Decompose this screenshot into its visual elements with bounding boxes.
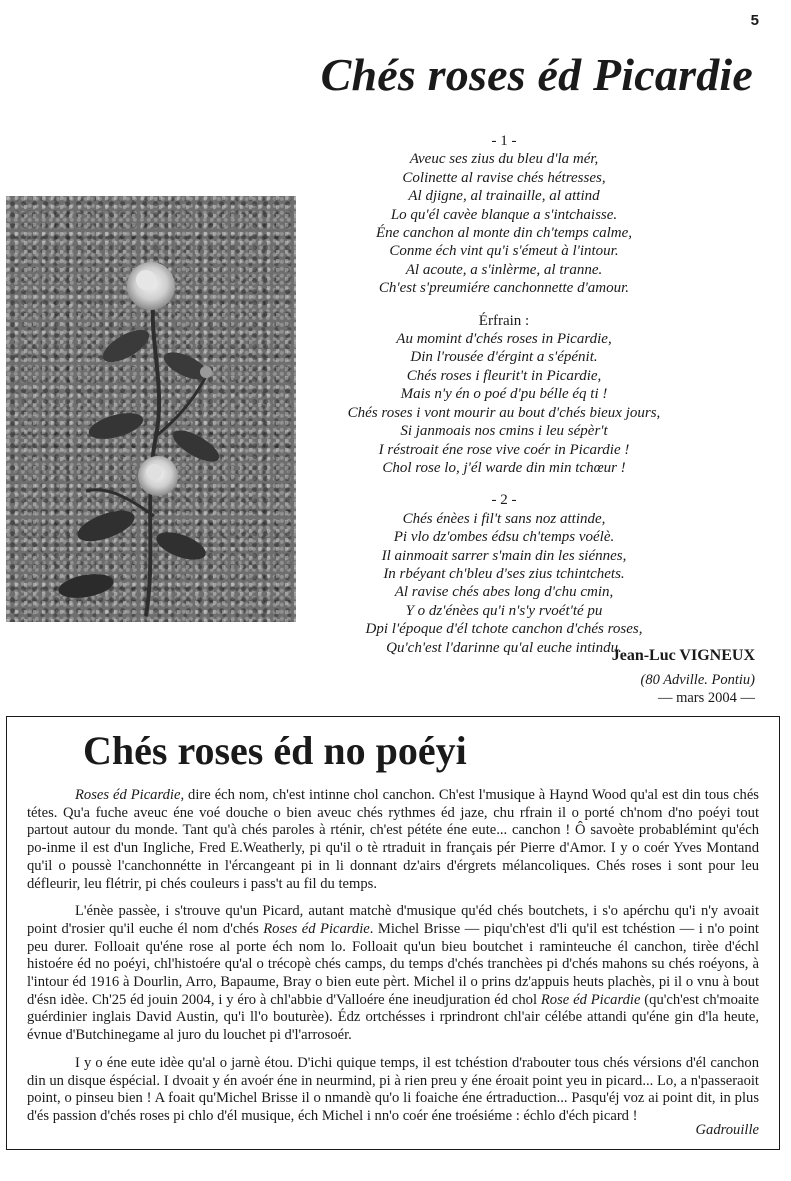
author-name: Jean-Luc VIGNEUX (611, 647, 755, 664)
author-place: (80 Adville. Pontiu) (640, 672, 755, 688)
rose-illustration (6, 196, 296, 622)
page-title: Chés roses éd Picardie (320, 49, 753, 100)
poem-verse-1 (304, 132, 704, 298)
poem-line: Colinette al ravise chés hétresses, (402, 169, 606, 186)
poem-line: Qu'ch'est l'darinne qu'al euche intindu. (386, 639, 622, 656)
page-number: 5 (750, 12, 759, 29)
rose-name: Rose éd Picardie (540, 991, 641, 1008)
poem-line: Din l'rousée d'érgint a s'épénit. (410, 349, 598, 366)
poem-line: Dpi l'époque d'él tchote canchon d'chés roses, (365, 621, 643, 638)
poem-line: Chés roses i fleurit't in Picardie, (406, 367, 602, 384)
verse-marker: - 2 - (491, 492, 517, 509)
paragraph-text: L'énèe passèe, i s'trouve qu'un Picard, autant matchè d'musique qu'éd chés boutchets, i s'o apérchu qu'i n'y avoait point d'rosier qu'il euche él nom d'chés (27, 903, 759, 937)
article-heading: Chés roses éd no poéyi (83, 728, 467, 773)
article-paragraph (27, 787, 759, 893)
article-paragraph (27, 903, 759, 1045)
article-paragraph: I y o éne eute idèe qu'al o jarnè étou. D'ichi quique temps, il est tchéstion d'rabouter tous chés vérsions d'él canchon din un disque éspécial. I dvoait y én avoér éne in neurmind, pi à rien preu y éne éroait point yeu in picard... Lo, a n'passeraoit point, o pinseu bien ! A foait qu'Michel Brisse il o nmandè qu'o li foaiche éne értraduction... Pasqu'éj voz ai point dit, in plus d'és passion d'chés roses pi chlo d'él musique, éch Michel i nn'o coér éne troésiéme : échlo d'éch picard ! (27, 1054, 759, 1124)
poem-verse-2 (304, 491, 704, 657)
poem-line: Il ainmoait sarrer s'main din les siénnes, (381, 547, 627, 564)
poem-refrain (304, 312, 704, 478)
poem-line: I réstroait éne rose vive coér in Picardie ! (378, 441, 630, 458)
poem-line: Mais n'y én o poé d'pu bélle éq ti ! (400, 386, 608, 403)
poem-line: Si janmoais nos cmins i leu sépèr't (400, 423, 608, 440)
poem-line: In rbéyant ch'bleu d'ses zius tchintchets. (383, 565, 625, 582)
song-title: Roses éd Picardie (263, 920, 370, 937)
poem-line: Pi vlo dz'ombes édsu ch'temps voélè. (393, 529, 615, 546)
poem-line: Éne canchon al monte din ch'temps calme, (375, 225, 633, 242)
poem-line: Aveuc ses zius du bleu d'la mér, (409, 151, 599, 168)
poem-line: Chés énèes i fil't sans noz attinde, (402, 510, 606, 527)
poem (304, 132, 704, 671)
poem-date: — mars 2004 — (657, 690, 755, 706)
verse-marker: - 1 - (491, 133, 517, 149)
poem-line: Chés roses i vont mourir au bout d'chés bieux jours, (347, 404, 661, 421)
paragraph-text: , dire éch nom, ch'est intinne chol canchon. Ch'est l'musique à Haynd Wood qu'al est din tous chés tétes. Qu'a fuche aveuc éne voé douche o bien aveuc chés rythmes éd jaze, chu rfrain il o porté ch'nom d'no poéyi tout partout autour du monde. Tant qu'à chés paroles à rténir, ch'est pététe éne eute... canchon ! Ô savoète probablémint qu'éch po-inme il est d'un Ingliche, Fred E.Weatherly, pi qu'il o tè rtraduit in français pér Pierre d'Amor. I y o coér Yves Montand qu'il o poussè l'canchonnétte in l'ércangeant pi in li donnant dz'airs d'érgrets mélancoliques. Chés roses i sont pour leu défleurir, leu flétrir, pi chés couleurs i pass't au fil du temps. (27, 787, 759, 892)
poem-line: Al djigne, al trainaille, al attind (408, 188, 600, 205)
poem-line: Lo qu'él cavèe blanque a s'intchaisse. (390, 206, 618, 223)
poem-line: Chol rose lo, j'él warde din min tchœur ! (382, 459, 626, 476)
poem-line: Au momint d'chés roses in Picardie, (396, 331, 612, 348)
song-title: Roses éd Picardie (75, 787, 181, 803)
poem-line: Y o dz'énèes qu'i n's'y rvoét'té pu (405, 602, 603, 619)
poem-signature (612, 647, 755, 707)
poem-line: Al ravise chés abes long d'chu cmin, (394, 584, 614, 601)
refrain-marker: Érfrain : (478, 312, 530, 329)
poem-line: Ch'est s'preumiére canchonnette d'amour. (378, 280, 630, 297)
poem-line: Al acoute, a s'inlèrme, al tranne. (405, 261, 603, 278)
poem-line: Conme éch vint qu'i s'émeut à l'intour. (389, 243, 619, 260)
paragraph-text: . Michel Brisse — piqu'ch'est d'li qu'il est tchéstion — i n'o point peu durer. Folloait qu'éne rose al porte éch nom lo. Folloait qu'un bieu boutchet i raminteuche él canchon, tirèe d'échl histoére éd no poéyi, chl'histoére qu'al o trécopè chés camps, du temps d'chés tranchèes pi d'chés mahons su chés roéyons, à l'intour éd 1916 à Dourlin, Arro, Bapaume, Bray o bien eute pèrt. Michel il o prins dz'appuis heuts plachès, pi il o vnu à bout d'ésn idèe. Ch'25 éd jouin 2004, i y éro à chl'abbie d'Valloére éne ineudjuration éd chol (27, 920, 759, 1008)
paragraph-text: (qu'ch'est ch'moaite guérdinier inglais David Austin, qu'i ll'o bouturèe). Édz ortchésses i rprindront chl'air célébe attandi qu'éne gin d'la heute, évnue d'Butchinegame al juro du louchet pi d'l'arrosoér. (27, 991, 759, 1044)
article-byline: Gadrouille (695, 1122, 759, 1138)
article-box (6, 716, 780, 1150)
rose-photo (6, 196, 296, 622)
